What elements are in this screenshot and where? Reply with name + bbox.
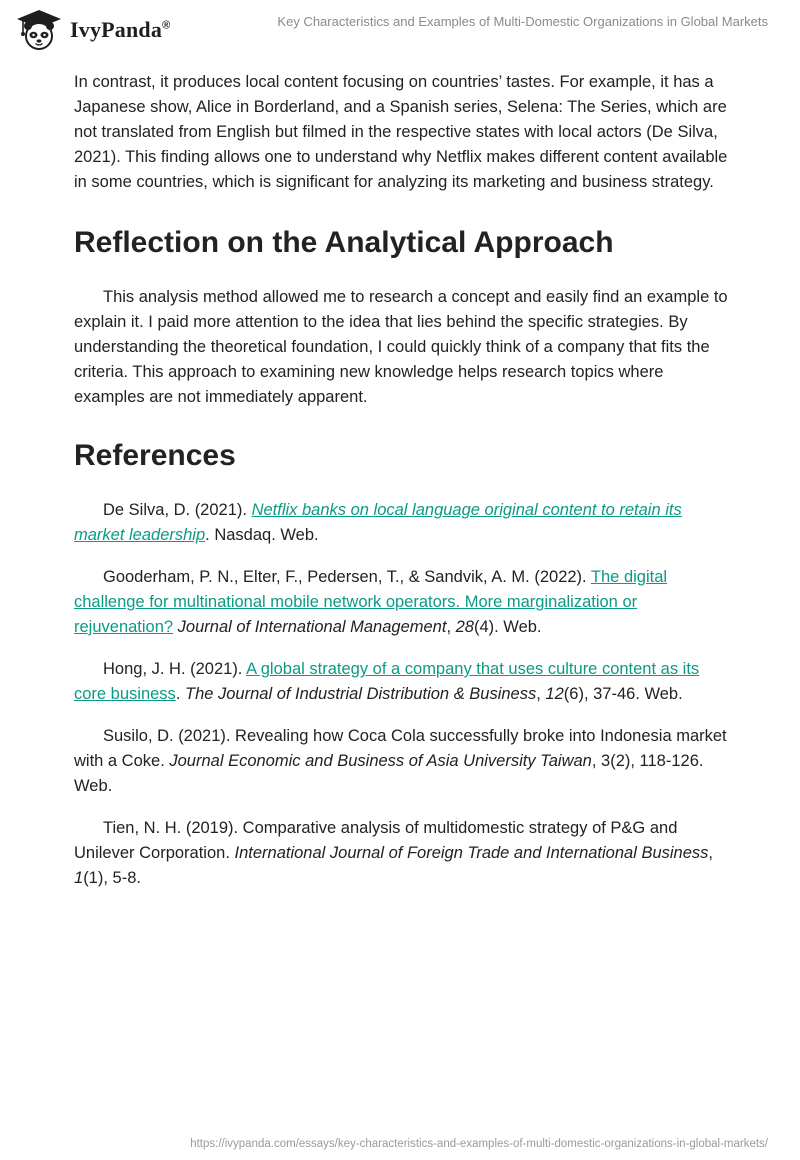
reference-item: Susilo, D. (2021). Revealing how Coca Cola successfully broke into Indonesia market with a Coke. Journal Economic and Business of Asia University Taiwan, 3(2), 118-126. Web. [74, 727, 727, 795]
panda-graduate-icon [14, 8, 64, 52]
page-header [0, 0, 800, 60]
intro-paragraph: In contrast, it produces local content focusing on countries’ tastes. For example, it has a Japanese show, Alice in Borderland, and a Spanish series, Selena: The Series, which are not translated from English but filmed in the respective states with local actors (De Silva, 2021). This finding allows one to understand why Netflix makes different content available in some countries, which is significant for analyzing its marketing and business strategy. [74, 73, 728, 191]
ivypanda-logo[interactable] [14, 8, 170, 52]
references-heading: References [74, 439, 236, 472]
reference-item: Tien, N. H. (2019). Comparative analysis of multidomestic strategy of P&G and Unilever Corporation. International Journal of Foreign Trade and International Business, 1(1), 5-8. [74, 819, 713, 887]
reflection-paragraph: This analysis method allowed me to research a concept and easily find an example to explain it. I paid more attention to the idea that lies behind the specific strategies. By understanding the theoretical foundation, I could quickly think of a company that fits the criteria. This approach to examining new knowledge helps research topics where examples are not immediately apparent. [74, 288, 728, 406]
reference-item: Hong, J. H. (2021). A global strategy of a company that uses culture content as its core business. The Journal of Industrial Distribution & Business, 12(6), 37-46. Web. [74, 660, 700, 703]
references-list [74, 498, 734, 891]
reference-link[interactable]: A global strategy of a company that uses culture content as its core business [74, 660, 700, 703]
article-content [74, 70, 734, 908]
reference-link[interactable]: Netflix banks on local language original content to retain its market leadership [74, 501, 682, 544]
reference-link[interactable]: The digital challenge for multinational mobile network operators. More marginalization or rejuvenation? [74, 568, 668, 636]
reflection-heading: Reflection on the Analytical Approach [74, 226, 614, 259]
footer-url[interactable]: https://ivypanda.com/essays/key-characteristics-and-examples-of-multi-domestic-organizations-in-global-markets/ [190, 1138, 768, 1150]
logo-wordmark: IvyPanda® [70, 17, 171, 42]
reference-item: Gooderham, P. N., Elter, F., Pedersen, T., & Sandvik, A. M. (2022). The digital challenge for multinational mobile network operators. More marginalization or rejuvenation? Journal of International Management, 28(4). Web. [74, 568, 668, 636]
document-title: Key Characteristics and Examples of Multi-Domestic Organizations in Global Markets [277, 14, 768, 29]
reference-item: De Silva, D. (2021). Netflix banks on local language original content to retain its market leadership. Nasdaq. Web. [74, 501, 682, 544]
